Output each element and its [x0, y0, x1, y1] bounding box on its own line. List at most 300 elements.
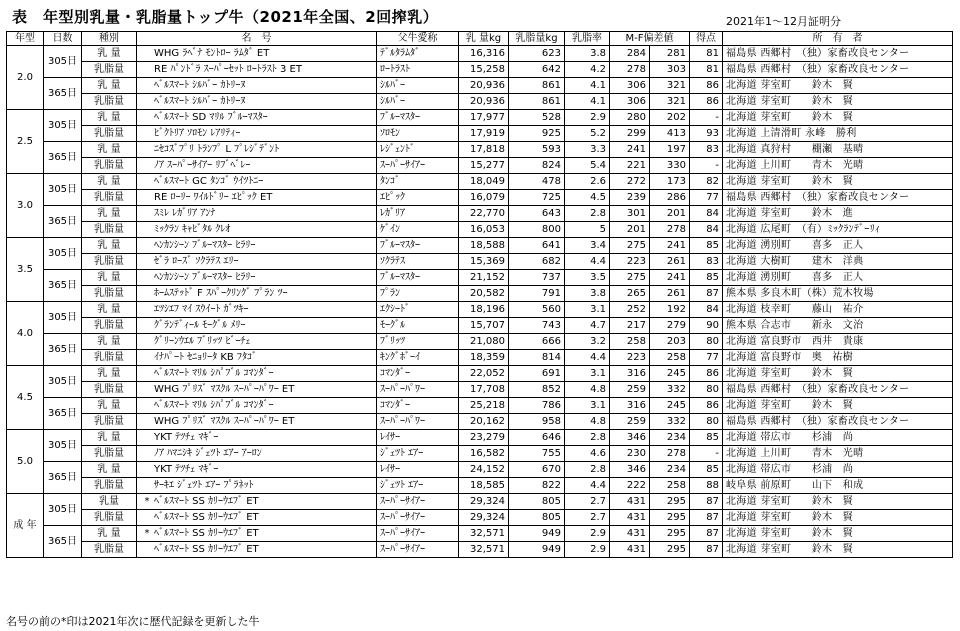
f-value-cell: 332 — [650, 382, 690, 398]
fat-rate-cell: 4.7 — [565, 318, 610, 334]
owner-cell: 北海道 広尾町 （有）ﾐｯｸﾗﾝﾃﾞｰﾘｨ — [723, 222, 953, 238]
fat-kg-cell: 791 — [509, 286, 565, 302]
m-value-cell: 275 — [610, 270, 650, 286]
kind-cell: 乳量 — [82, 494, 137, 510]
cow-name: ﾍﾞﾙｽﾏｰﾄ SS ｶﾘｰｳｴﾌﾞ ET — [154, 528, 259, 539]
score-cell: 87 — [690, 526, 723, 542]
cow-name: RE ﾛｰﾘｰ ﾜｲﾙﾄﾞﾘｰ ｴﾋﾟｯｸ ET — [154, 192, 273, 203]
cow-name: ﾋﾞｸﾄﾘｱ ｿﾛﾓﾝ ﾚｱﾘﾃｨｰ — [154, 128, 241, 139]
owner-cell: 熊本県 多良木町（株）荒木牧場 — [723, 286, 953, 302]
name-cell — [137, 78, 377, 94]
fat-kg-cell: 824 — [509, 158, 565, 174]
f-value-cell: 286 — [650, 190, 690, 206]
cow-name: ﾍﾞﾙｽﾏｰﾄ SS ｶﾘｰｳｴﾌﾞ ET — [154, 496, 259, 507]
f-value-cell: 258 — [650, 478, 690, 494]
cow-name: WHG ﾗﾍﾞﾅ ﾓﾝﾄﾛｰ ﾗﾑﾀﾞ ET — [154, 48, 270, 59]
cow-name: ﾍﾞﾙｽﾏｰﾄ SS ｶﾘｰｳｴﾌﾞ ET — [154, 512, 259, 523]
name-cell — [137, 254, 377, 270]
fat-rate-cell: 2.8 — [565, 206, 610, 222]
table-row — [7, 110, 953, 126]
owner-cell: 北海道 芽室町 鈴木 賢 — [723, 174, 953, 190]
m-value-cell: 316 — [610, 398, 650, 414]
fat-kg-cell: 861 — [509, 94, 565, 110]
sire-cell: ﾌﾞﾙｰﾏｽﾀｰ — [377, 238, 459, 254]
name-cell — [137, 318, 377, 334]
name-cell — [137, 206, 377, 222]
f-value-cell: 261 — [650, 286, 690, 302]
table-row — [7, 510, 953, 526]
fat-kg-cell: 743 — [509, 318, 565, 334]
f-value-cell: 295 — [650, 494, 690, 510]
kind-cell: 乳 量 — [82, 398, 137, 414]
name-cell — [137, 158, 377, 174]
cow-name: ﾉｱ ﾊﾏﾆｼｷ ｼﾞｪﾂﾄ ｴｱｰ ｱｰﾛﾝ — [154, 448, 262, 459]
name-cell — [137, 238, 377, 254]
cow-name: ﾍﾝｶﾝｼｰﾝ ﾌﾞﾙｰﾏｽﾀｰ ﾋﾗﾘｰ — [154, 240, 256, 251]
cow-name: ﾐｯｸﾗﾝ ｷｬﾋﾞﾀﾙ ｸﾚｵ — [154, 224, 231, 235]
milk-cell: 20,936 — [459, 94, 509, 110]
m-value-cell: 201 — [610, 222, 650, 238]
m-value-cell: 275 — [610, 238, 650, 254]
milk-cell: 15,277 — [459, 158, 509, 174]
milk-cell: 32,571 — [459, 542, 509, 558]
name-cell — [137, 46, 377, 62]
header-fat-rate: 乳脂率 — [565, 32, 610, 46]
f-value-cell: 321 — [650, 94, 690, 110]
kind-cell: 乳脂量 — [82, 158, 137, 174]
m-value-cell: 223 — [610, 254, 650, 270]
m-value-cell: 431 — [610, 542, 650, 558]
table-row — [7, 190, 953, 206]
days-cell: 305日 — [44, 430, 82, 462]
fat-kg-cell: 755 — [509, 446, 565, 462]
m-value-cell: 221 — [610, 158, 650, 174]
sire-cell: ﾌﾟﾗﾝ — [377, 286, 459, 302]
sire-cell: ﾚｲｻｰ — [377, 462, 459, 478]
owner-cell: 福島県 西郷村 （独）家畜改良センター — [723, 46, 953, 62]
sire-cell: ｼﾙﾊﾞｰ — [377, 94, 459, 110]
sire-cell: ﾚｲｻｰ — [377, 430, 459, 446]
days-cell: 305日 — [44, 46, 82, 78]
cow-name: YKT ﾃﾂﾁｪ ﾏｷﾞｰ — [154, 432, 219, 443]
sire-cell: ｴｸｼｰﾄﾞ — [377, 302, 459, 318]
kind-cell: 乳脂量 — [82, 254, 137, 270]
table-row — [7, 366, 953, 382]
owner-cell: 北海道 帯広市 杉浦 尚 — [723, 430, 953, 446]
sire-cell: ｺﾏﾝﾀﾞｰ — [377, 366, 459, 382]
table-row — [7, 414, 953, 430]
table-row — [7, 286, 953, 302]
days-cell: 305日 — [44, 302, 82, 334]
fat-rate-cell: 2.9 — [565, 110, 610, 126]
table-row — [7, 78, 953, 94]
m-value-cell: 431 — [610, 526, 650, 542]
name-cell — [137, 494, 377, 510]
sire-cell: ﾚｼﾞｪﾝﾄﾞ — [377, 142, 459, 158]
f-value-cell: 245 — [650, 366, 690, 382]
days-cell: 365日 — [44, 206, 82, 238]
kind-cell: 乳 量 — [82, 110, 137, 126]
score-cell: 84 — [690, 222, 723, 238]
milk-cell: 29,324 — [459, 494, 509, 510]
name-cell — [137, 398, 377, 414]
name-cell — [137, 126, 377, 142]
year-type-cell: 5.0 — [7, 430, 44, 494]
name-cell — [137, 286, 377, 302]
cow-name: RE ﾊﾟﾝﾄﾞﾗ ｽｰﾊﾟｰｾｯﾄ ﾛｰﾄﾗｽﾄ 3 ET — [154, 64, 302, 75]
score-cell: 84 — [690, 206, 723, 222]
fat-kg-cell: 666 — [509, 334, 565, 350]
f-value-cell: 295 — [650, 510, 690, 526]
fat-kg-cell: 478 — [509, 174, 565, 190]
m-value-cell: 230 — [610, 446, 650, 462]
score-cell: 83 — [690, 254, 723, 270]
score-cell: 86 — [690, 366, 723, 382]
cow-name: ｴﾂｼｴﾌ ﾏｲ ｽｳｲｰﾄ ｶﾞﾂｷｰ — [154, 304, 249, 315]
days-cell: 365日 — [44, 398, 82, 430]
table-row — [7, 350, 953, 366]
milk-cell: 20,162 — [459, 414, 509, 430]
name-cell — [137, 366, 377, 382]
m-value-cell: 346 — [610, 462, 650, 478]
fat-kg-cell: 623 — [509, 46, 565, 62]
fat-kg-cell: 822 — [509, 478, 565, 494]
score-cell: 84 — [690, 302, 723, 318]
fat-rate-cell: 4.6 — [565, 446, 610, 462]
milk-cell: 21,080 — [459, 334, 509, 350]
score-cell: 80 — [690, 414, 723, 430]
header-year: 年型 — [7, 32, 44, 46]
header-sire: 父牛愛称 — [377, 32, 459, 46]
m-value-cell: 306 — [610, 94, 650, 110]
fat-kg-cell: 642 — [509, 62, 565, 78]
name-cell — [137, 430, 377, 446]
sire-cell: ｹﾞｲﾝ — [377, 222, 459, 238]
fat-kg-cell: 800 — [509, 222, 565, 238]
table-header-row — [7, 32, 953, 46]
kind-cell: 乳脂量 — [82, 286, 137, 302]
milk-cell: 16,316 — [459, 46, 509, 62]
milk-cell: 18,585 — [459, 478, 509, 494]
sire-cell: ﾌﾞﾙｰﾏｽﾀｰ — [377, 110, 459, 126]
fat-kg-cell: 646 — [509, 430, 565, 446]
name-cell — [137, 350, 377, 366]
sire-cell: ｿﾛﾓﾝ — [377, 126, 459, 142]
name-cell — [137, 414, 377, 430]
kind-cell: 乳脂量 — [82, 542, 137, 558]
owner-cell: 北海道 芽室町 鈴木 賢 — [723, 78, 953, 94]
milk-cell: 18,049 — [459, 174, 509, 190]
milk-cell: 22,770 — [459, 206, 509, 222]
days-cell: 365日 — [44, 334, 82, 366]
fat-kg-cell: 643 — [509, 206, 565, 222]
sire-cell: ｿｸﾗﾃｽ — [377, 254, 459, 270]
kind-cell: 乳 量 — [82, 366, 137, 382]
score-cell: 86 — [690, 94, 723, 110]
score-cell: 85 — [690, 270, 723, 286]
m-value-cell: 278 — [610, 62, 650, 78]
m-value-cell: 223 — [610, 350, 650, 366]
fat-rate-cell: 3.5 — [565, 270, 610, 286]
sire-cell: ｼﾞｪﾂﾄ ｴｱｰ — [377, 478, 459, 494]
score-cell: 77 — [690, 350, 723, 366]
fat-kg-cell: 852 — [509, 382, 565, 398]
fat-kg-cell: 949 — [509, 526, 565, 542]
kind-cell: 乳 量 — [82, 238, 137, 254]
days-cell: 305日 — [44, 174, 82, 206]
milk-cell: 15,258 — [459, 62, 509, 78]
fat-rate-cell: 3.3 — [565, 142, 610, 158]
f-value-cell: 192 — [650, 302, 690, 318]
sire-cell: ｼﾙﾊﾞｰ — [377, 78, 459, 94]
record-mark: * — [144, 528, 150, 539]
kind-cell: 乳脂量 — [82, 126, 137, 142]
cow-name: ｾﾞﾗ ﾛｰｽﾞ ｿｸﾗﾃｽ ｴﾘｰ — [154, 256, 239, 267]
owner-cell: 岐阜県 前原町 山下 和成 — [723, 478, 953, 494]
score-cell: 93 — [690, 126, 723, 142]
year-type-cell: 4.0 — [7, 302, 44, 366]
name-cell — [137, 110, 377, 126]
m-value-cell: 316 — [610, 366, 650, 382]
fat-kg-cell: 528 — [509, 110, 565, 126]
fat-kg-cell: 737 — [509, 270, 565, 286]
cow-name: ﾉｱ ｽｰﾊﾟｰｻｲｱｰ ﾘﾌﾞﾍﾞﾚｰ — [154, 160, 251, 171]
fat-rate-cell: 2.8 — [565, 462, 610, 478]
table-row — [7, 494, 953, 510]
table-row — [7, 142, 953, 158]
fat-kg-cell: 925 — [509, 126, 565, 142]
record-mark: * — [144, 496, 150, 507]
milk-cell: 17,919 — [459, 126, 509, 142]
score-cell: 82 — [690, 174, 723, 190]
owner-cell: 福島県 西郷村 （独）家畜改良センター — [723, 382, 953, 398]
m-value-cell: 258 — [610, 334, 650, 350]
m-value-cell: 239 — [610, 190, 650, 206]
fat-rate-cell: 4.4 — [565, 254, 610, 270]
kind-cell: 乳脂量 — [82, 510, 137, 526]
f-value-cell: 332 — [650, 414, 690, 430]
score-cell: 85 — [690, 462, 723, 478]
header-days: 日数 — [44, 32, 82, 46]
cow-name: ｻｰｷｴ ｼﾞｪﾂﾄ ｴｱｰ ﾌﾟﾗﾈｯﾄ — [154, 480, 254, 491]
name-cell — [137, 542, 377, 558]
cow-name: ｲﾅﾊﾟｰﾄ ｾﾆｮﾘｰﾀ KB ﾌﾀｺﾞ — [154, 352, 257, 363]
milk-cell: 15,707 — [459, 318, 509, 334]
owner-cell: 北海道 大樹町 建木 洋典 — [723, 254, 953, 270]
name-cell — [137, 94, 377, 110]
kind-cell: 乳脂量 — [82, 414, 137, 430]
fat-rate-cell: 4.1 — [565, 78, 610, 94]
header-name: 名 号 — [137, 32, 377, 46]
header-owner: 所 有 者 — [723, 32, 953, 46]
f-value-cell: 330 — [650, 158, 690, 174]
fat-rate-cell: 2.6 — [565, 174, 610, 190]
score-cell: 80 — [690, 334, 723, 350]
name-cell — [137, 526, 377, 542]
header-milk: 乳 量kg — [459, 32, 509, 46]
fat-rate-cell: 4.8 — [565, 414, 610, 430]
f-value-cell: 281 — [650, 46, 690, 62]
sire-cell: ﾚｶﾞﾘｱ — [377, 206, 459, 222]
score-cell: 80 — [690, 382, 723, 398]
fat-kg-cell: 560 — [509, 302, 565, 318]
sire-cell: ﾓｰｸﾞﾙ — [377, 318, 459, 334]
m-value-cell: 265 — [610, 286, 650, 302]
kind-cell: 乳 量 — [82, 526, 137, 542]
table-row — [7, 158, 953, 174]
table-row — [7, 206, 953, 222]
score-cell: - — [690, 110, 723, 126]
kind-cell: 乳 量 — [82, 270, 137, 286]
year-type-cell: 4.5 — [7, 366, 44, 430]
owner-cell: 北海道 芽室町 鈴木 賢 — [723, 94, 953, 110]
f-value-cell: 258 — [650, 350, 690, 366]
cow-name: ﾍﾝｶﾝｼｰﾝ ﾌﾞﾙｰﾏｽﾀｰ ﾋﾗﾘｰ — [154, 272, 256, 283]
owner-cell: 北海道 真狩村 棚瀬 基晴 — [723, 142, 953, 158]
score-cell: 85 — [690, 430, 723, 446]
kind-cell: 乳 量 — [82, 302, 137, 318]
sire-cell: ﾀﾝｺﾞ — [377, 174, 459, 190]
score-cell: 88 — [690, 478, 723, 494]
milk-cell: 16,582 — [459, 446, 509, 462]
year-type-cell: 成 年 — [7, 494, 44, 558]
fat-rate-cell: 3.1 — [565, 366, 610, 382]
table-row — [7, 126, 953, 142]
kind-cell: 乳 量 — [82, 334, 137, 350]
m-value-cell: 280 — [610, 110, 650, 126]
owner-cell: 北海道 芽室町 鈴木 賢 — [723, 542, 953, 558]
owner-cell: 熊本県 合志市 新永 文治 — [723, 318, 953, 334]
m-value-cell: 217 — [610, 318, 650, 334]
m-value-cell: 241 — [610, 142, 650, 158]
kind-cell: 乳脂量 — [82, 446, 137, 462]
name-cell — [137, 270, 377, 286]
m-value-cell: 346 — [610, 430, 650, 446]
days-cell: 305日 — [44, 366, 82, 398]
owner-cell: 北海道 湧別町 喜多 正人 — [723, 238, 953, 254]
milk-cell: 16,053 — [459, 222, 509, 238]
f-value-cell: 278 — [650, 446, 690, 462]
days-cell: 365日 — [44, 526, 82, 558]
kind-cell: 乳脂量 — [82, 190, 137, 206]
fat-kg-cell: 786 — [509, 398, 565, 414]
score-cell: 87 — [690, 494, 723, 510]
days-cell: 365日 — [44, 142, 82, 174]
table-row — [7, 430, 953, 446]
milk-cell: 24,152 — [459, 462, 509, 478]
m-value-cell: 431 — [610, 510, 650, 526]
m-value-cell: 284 — [610, 46, 650, 62]
cow-name: ﾍﾞﾙｽﾏｰﾄ ｼﾙﾊﾞｰ ｶﾄﾘｰﾇ — [154, 80, 246, 91]
fat-rate-cell: 2.9 — [565, 526, 610, 542]
m-value-cell: 222 — [610, 478, 650, 494]
sire-cell: ｽｰﾊﾟｰﾊﾟﾜｰ — [377, 382, 459, 398]
fat-rate-cell: 4.4 — [565, 478, 610, 494]
milk-cell: 20,582 — [459, 286, 509, 302]
kind-cell: 乳 量 — [82, 46, 137, 62]
days-cell: 305日 — [44, 110, 82, 142]
page-title: 表 年型別乳量・乳脂量トップ牛（2021年全国、2回搾乳） — [12, 8, 439, 26]
owner-cell: 北海道 湧別町 喜多 正人 — [723, 270, 953, 286]
fat-rate-cell: 3.8 — [565, 46, 610, 62]
kind-cell: 乳 量 — [82, 206, 137, 222]
year-type-cell: 2.0 — [7, 46, 44, 110]
f-value-cell: 234 — [650, 462, 690, 478]
owner-cell: 北海道 芽室町 鈴木 賢 — [723, 398, 953, 414]
f-value-cell: 413 — [650, 126, 690, 142]
fat-rate-cell: 2.7 — [565, 494, 610, 510]
table-row — [7, 302, 953, 318]
f-value-cell: 234 — [650, 430, 690, 446]
milk-cell: 21,152 — [459, 270, 509, 286]
cow-name: ﾍﾞﾙｽﾏｰﾄ GC ﾀﾝｺﾞ ｳｲﾂﾄﾆｰ — [154, 176, 264, 187]
cow-name: ｽﾐﾚ ﾚｶﾞﾘｱ ｱﾝﾅ — [154, 208, 216, 219]
year-type-cell: 3.0 — [7, 174, 44, 238]
milk-cell: 22,052 — [459, 366, 509, 382]
table-row — [7, 446, 953, 462]
table-row — [7, 238, 953, 254]
sire-cell: ﾌﾞﾙｰﾏｽﾀｰ — [377, 270, 459, 286]
m-value-cell: 306 — [610, 78, 650, 94]
year-type-cell: 2.5 — [7, 110, 44, 174]
sire-cell: ﾃﾞﾙﾀﾗﾑﾀﾞ — [377, 46, 459, 62]
name-cell — [137, 334, 377, 350]
f-value-cell: 295 — [650, 542, 690, 558]
f-value-cell: 201 — [650, 206, 690, 222]
fat-kg-cell: 670 — [509, 462, 565, 478]
kind-cell: 乳 量 — [82, 462, 137, 478]
kind-cell: 乳脂量 — [82, 94, 137, 110]
header-fat-kg: 乳脂量kg — [509, 32, 565, 46]
table-row — [7, 382, 953, 398]
m-value-cell: 299 — [610, 126, 650, 142]
kind-cell: 乳脂量 — [82, 62, 137, 78]
fat-kg-cell: 641 — [509, 238, 565, 254]
footnote: 名号の前の*印は2021年次に歴代記録を更新した牛 — [6, 615, 260, 628]
score-cell: 90 — [690, 318, 723, 334]
kind-cell: 乳脂量 — [82, 222, 137, 238]
owner-cell: 北海道 帯広市 杉浦 尚 — [723, 462, 953, 478]
name-cell — [137, 142, 377, 158]
milk-cell: 32,571 — [459, 526, 509, 542]
f-value-cell: 279 — [650, 318, 690, 334]
name-cell — [137, 302, 377, 318]
score-cell: 81 — [690, 62, 723, 78]
score-cell: 87 — [690, 286, 723, 302]
table-row — [7, 334, 953, 350]
score-cell: 83 — [690, 142, 723, 158]
milk-cell: 15,369 — [459, 254, 509, 270]
owner-cell: 北海道 上川町 青木 光晴 — [723, 158, 953, 174]
milk-cell: 17,818 — [459, 142, 509, 158]
table-row — [7, 318, 953, 334]
m-value-cell: 431 — [610, 494, 650, 510]
table-row — [7, 62, 953, 78]
days-cell: 365日 — [44, 462, 82, 494]
fat-rate-cell: 3.1 — [565, 398, 610, 414]
score-cell: 85 — [690, 238, 723, 254]
milk-cell: 18,588 — [459, 238, 509, 254]
fat-rate-cell: 3.1 — [565, 302, 610, 318]
days-cell: 365日 — [44, 78, 82, 110]
score-cell: - — [690, 158, 723, 174]
f-value-cell: 203 — [650, 334, 690, 350]
table-row — [7, 398, 953, 414]
name-cell — [137, 174, 377, 190]
table-row — [7, 222, 953, 238]
cow-name: WHG ﾌﾟﾘｽﾞ ﾏｽｸﾙ ｽｰﾊﾟｰﾊﾟﾜｰ ET — [154, 384, 295, 395]
header-mf: M-F偏差値 — [610, 32, 690, 46]
